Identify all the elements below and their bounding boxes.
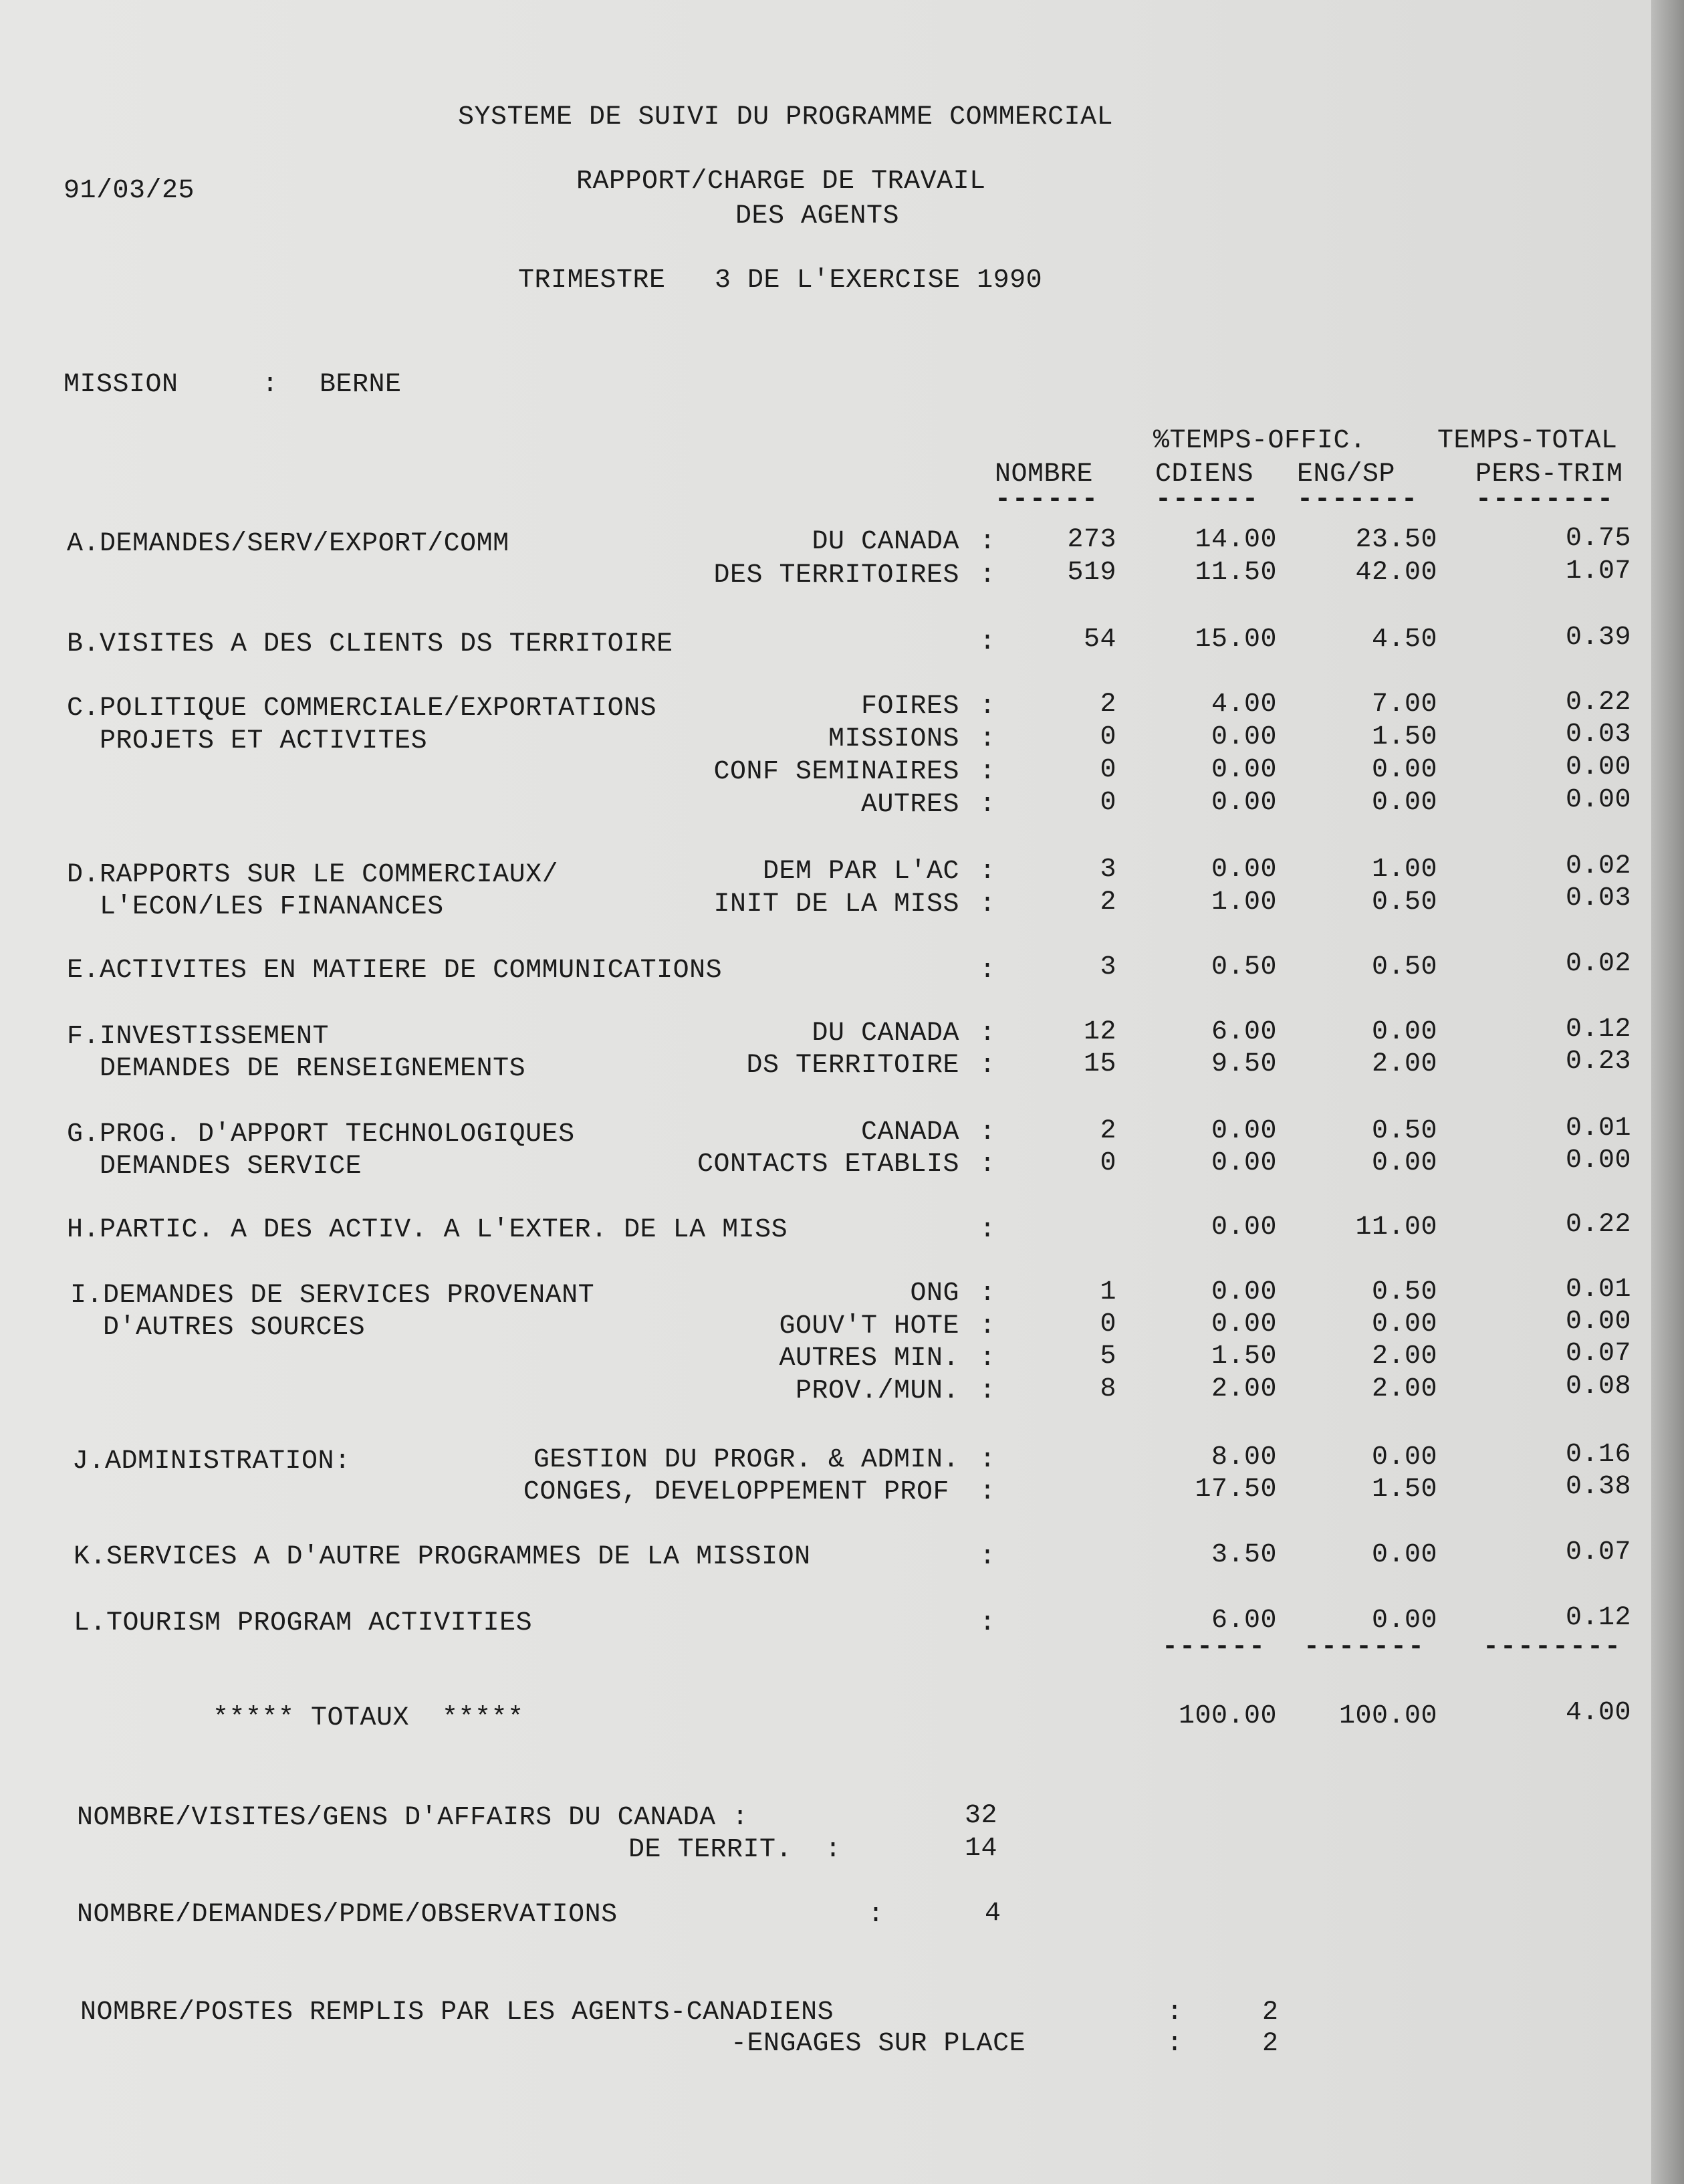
cell-engsp: 0.50 [1371, 887, 1437, 917]
cell-pers-trim: 0.01 [1565, 1275, 1631, 1305]
row-colon: : [979, 1542, 996, 1572]
cell-nombre: 1 [1100, 1277, 1116, 1307]
row-sub-label: CONGES, DEVELOPPEMENT PROF [523, 1477, 949, 1507]
cell-nombre: 12 [1083, 1017, 1116, 1047]
row-sub-label: GOUV'T HOTE [779, 1311, 959, 1341]
cell-pers-trim: 0.16 [1565, 1440, 1631, 1470]
totals-rule-perstrim: -------- [1483, 1632, 1622, 1662]
row-sub-label: DS TERRITOIRE [746, 1051, 959, 1081]
row-colon: : [979, 1311, 996, 1341]
cell-nombre: 3 [1100, 952, 1116, 982]
cell-pers-trim: 0.01 [1565, 1113, 1631, 1143]
cell-nombre: 0 [1100, 788, 1116, 818]
row-sub-label: FOIRES [860, 691, 959, 722]
cell-cdiens: 15.00 [1195, 625, 1277, 655]
cell-cdiens: 0.00 [1211, 788, 1277, 818]
row-label: DEMANDES DE RENSEIGNEMENTS [67, 1054, 526, 1084]
mission-value: BERNE [320, 370, 402, 400]
row-colon: : [979, 857, 996, 887]
row-label: L'ECON/LES FINANANCES [67, 892, 444, 922]
cell-pers-trim: 0.02 [1565, 949, 1631, 979]
cell-pers-trim: 0.12 [1565, 1603, 1631, 1633]
row-label: J.ADMINISTRATION: [72, 1446, 351, 1477]
mission-colon: : [262, 370, 279, 400]
cell-cdiens: 17.50 [1195, 1475, 1277, 1505]
demandes-value: 4 [985, 1898, 1001, 1929]
row-colon: : [979, 527, 996, 557]
cell-cdiens: 0.00 [1211, 1116, 1277, 1146]
row-colon: : [979, 1608, 996, 1638]
cell-cdiens: 0.50 [1211, 952, 1277, 982]
cell-engsp: 0.00 [1371, 1540, 1437, 1570]
row-label: E.ACTIVITES EN MATIERE DE COMMUNICATIONS [67, 956, 723, 986]
row-sub-label: MISSIONS [828, 724, 959, 754]
row-label: L.TOURISM PROGRAM ACTIVITIES [74, 1608, 533, 1638]
cell-pers-trim: 0.03 [1565, 720, 1631, 750]
row-sub-label: AUTRES [860, 790, 959, 820]
row-colon: : [979, 1150, 996, 1180]
row-sub-label: CANADA [860, 1117, 959, 1148]
row-sub-label: DEM PAR L'AC [762, 857, 959, 887]
row-colon: : [979, 1477, 996, 1507]
cell-engsp: 0.00 [1371, 1148, 1437, 1178]
cell-engsp: 7.00 [1371, 689, 1437, 720]
row-colon: : [979, 889, 996, 919]
rule-nombre: ------ [995, 485, 1100, 515]
cell-cdiens: 9.50 [1211, 1049, 1277, 1079]
row-sub-label: PROV./MUN. [795, 1376, 959, 1406]
postes-canadiens-value: 2 [1262, 1997, 1279, 2028]
row-label: G.PROG. D'APPORT TECHNOLOGIQUES [67, 1119, 575, 1150]
column-header-nombre: NOMBRE [995, 459, 1094, 489]
cell-cdiens: 1.50 [1211, 1341, 1277, 1372]
cell-cdiens: 11.50 [1195, 558, 1277, 588]
cell-pers-trim: 0.39 [1565, 623, 1631, 653]
cell-cdiens: 3.50 [1211, 1540, 1277, 1570]
row-sub-label: CONF SEMINAIRES [713, 757, 959, 787]
column-header-cdiens: CDIENS [1155, 459, 1254, 489]
cell-nombre: 54 [1083, 625, 1116, 655]
row-colon: : [979, 1117, 996, 1148]
cell-engsp: 2.00 [1371, 1049, 1437, 1079]
row-colon: : [979, 691, 996, 722]
cell-nombre: 2 [1100, 689, 1116, 720]
row-label: H.PARTIC. A DES ACTIV. A L'EXTER. DE LA MISS [67, 1215, 788, 1245]
cell-pers-trim: 0.07 [1565, 1537, 1631, 1567]
cell-cdiens: 6.00 [1211, 1606, 1277, 1636]
cell-engsp: 1.00 [1371, 855, 1437, 885]
report-date: 91/03/25 [64, 176, 195, 206]
cell-engsp: 0.00 [1371, 1017, 1437, 1047]
row-colon: : [979, 627, 996, 657]
cell-nombre: 0 [1100, 1309, 1116, 1339]
row-colon: : [979, 1215, 996, 1245]
row-colon: : [979, 1279, 996, 1309]
cell-engsp: 0.00 [1371, 1606, 1437, 1636]
row-sub-label: DES TERRITOIRES [713, 560, 959, 590]
cell-engsp: 0.00 [1371, 788, 1437, 818]
visites-label: NOMBRE/VISITES/GENS D'AFFAIRS DU CANADA : [77, 1803, 749, 1833]
cell-nombre: 0 [1100, 1148, 1116, 1178]
cell-nombre: 0 [1100, 722, 1116, 752]
postes-label: NOMBRE/POSTES REMPLIS PAR LES AGENTS-CANADIENS [80, 1997, 834, 2028]
cell-pers-trim: 0.08 [1565, 1372, 1631, 1402]
row-colon: : [979, 1376, 996, 1406]
row-label: DEMANDES SERVICE [67, 1152, 362, 1182]
visites-canada-value: 32 [965, 1801, 998, 1831]
row-label: F.INVESTISSEMENT [67, 1022, 330, 1052]
cell-engsp: 0.00 [1371, 755, 1437, 785]
column-header-perstrim: PERS-TRIM [1475, 459, 1623, 489]
cell-engsp: 0.50 [1371, 1116, 1437, 1146]
cell-pers-trim: 0.00 [1565, 752, 1631, 782]
cell-nombre: 8 [1100, 1374, 1116, 1404]
cell-engsp: 2.00 [1371, 1374, 1437, 1404]
page-edge-shadow [1651, 0, 1684, 2184]
cell-nombre: 3 [1100, 855, 1116, 885]
row-label: I.DEMANDES DE SERVICES PROVENANT [70, 1281, 595, 1311]
row-label: D.RAPPORTS SUR LE COMMERCIAUX/ [67, 860, 559, 890]
row-label: K.SERVICES A D'AUTRE PROGRAMMES DE LA MISSION [74, 1542, 811, 1572]
cell-pers-trim: 0.75 [1565, 524, 1631, 554]
report-title: SYSTEME DE SUIVI DU PROGRAMME COMMERCIAL [458, 102, 1114, 132]
cell-engsp: 23.50 [1355, 525, 1437, 555]
cell-engsp: 0.50 [1371, 952, 1437, 982]
cell-pers-trim: 0.12 [1565, 1014, 1631, 1045]
row-sub-label: INIT DE LA MISS [713, 889, 959, 919]
cell-pers-trim: 0.03 [1565, 883, 1631, 913]
row-label: C.POLITIQUE COMMERCIALE/EXPORTATIONS [67, 693, 657, 724]
row-sub-label: DU CANADA [812, 1018, 959, 1049]
cell-cdiens: 0.00 [1211, 1212, 1277, 1242]
cell-cdiens: 8.00 [1211, 1442, 1277, 1472]
mission-label: MISSION [64, 370, 178, 400]
cell-nombre: 15 [1083, 1049, 1116, 1079]
row-colon: : [979, 1051, 996, 1081]
cell-engsp: 2.00 [1371, 1341, 1437, 1372]
postes-colon-place: : [1167, 2029, 1183, 2059]
cell-engsp: 0.50 [1371, 1277, 1437, 1307]
row-colon: : [979, 1018, 996, 1049]
report-subtitle-line1: RAPPORT/CHARGE DE TRAVAIL [576, 167, 986, 197]
cell-cdiens: 0.00 [1211, 1277, 1277, 1307]
cell-nombre: 273 [1067, 525, 1116, 555]
rule-cdiens: ------ [1155, 485, 1260, 515]
row-label: B.VISITES A DES CLIENTS DS TERRITOIRE [67, 629, 673, 659]
visites-territ-label: DE TERRIT. : [628, 1835, 842, 1865]
column-group-temps-total: TEMPS-TOTAL [1437, 426, 1618, 456]
totals-label: ***** TOTAUX ***** [213, 1703, 524, 1733]
cell-pers-trim: 0.07 [1565, 1339, 1631, 1369]
report-subtitle-line2: DES AGENTS [735, 201, 900, 231]
cell-pers-trim: 1.07 [1565, 556, 1631, 586]
cell-pers-trim: 0.02 [1565, 851, 1631, 881]
row-sub-label: GESTION DU PROGR. & ADMIN. [533, 1445, 959, 1475]
row-colon: : [979, 560, 996, 590]
cell-pers-trim: 0.00 [1565, 1145, 1631, 1176]
postes-place-value: 2 [1262, 2029, 1279, 2059]
cell-pers-trim: 0.23 [1565, 1047, 1631, 1077]
totals-rule-engsp: ------- [1304, 1632, 1426, 1662]
cell-pers-trim: 0.00 [1565, 1307, 1631, 1337]
postes-colon-canadiens: : [1167, 1997, 1183, 2028]
cell-nombre: 0 [1100, 755, 1116, 785]
totals-rule-cdiens: ------ [1162, 1632, 1267, 1662]
row-colon: : [979, 724, 996, 754]
cell-engsp: 4.50 [1371, 625, 1437, 655]
row-label: D'AUTRES SOURCES [70, 1313, 366, 1343]
column-group-pct-temps: %TEMPS-OFFIC. [1153, 426, 1366, 456]
row-colon: : [979, 956, 996, 986]
row-sub-label: DU CANADA [812, 527, 959, 557]
cell-cdiens: 14.00 [1195, 525, 1277, 555]
row-sub-label: AUTRES MIN. [779, 1343, 959, 1374]
column-header-engsp: ENG/SP [1297, 459, 1396, 489]
cell-engsp: 11.00 [1355, 1212, 1437, 1242]
cell-cdiens: 6.00 [1211, 1017, 1277, 1047]
totals-cdiens: 100.00 [1178, 1701, 1277, 1731]
rule-engsp: ------- [1297, 485, 1419, 515]
demandes-colon: : [868, 1900, 884, 1930]
cell-cdiens: 0.00 [1211, 722, 1277, 752]
cell-pers-trim: 0.22 [1565, 687, 1631, 718]
row-colon: : [979, 1343, 996, 1374]
cell-engsp: 42.00 [1355, 558, 1437, 588]
cell-cdiens: 0.00 [1211, 855, 1277, 885]
row-colon: : [979, 757, 996, 787]
report-quarter: TRIMESTRE 3 DE L'EXERCISE 1990 [518, 265, 1043, 296]
rule-perstrim: -------- [1475, 485, 1615, 515]
cell-nombre: 2 [1100, 1116, 1116, 1146]
postes-place-label: -ENGAGES SUR PLACE [731, 2029, 1026, 2059]
row-colon: : [979, 790, 996, 820]
totals-engsp: 100.00 [1338, 1701, 1437, 1731]
row-sub-label: ONG [910, 1279, 959, 1309]
row-colon: : [979, 1445, 996, 1475]
cell-cdiens: 0.00 [1211, 755, 1277, 785]
cell-cdiens: 4.00 [1211, 689, 1277, 720]
row-label: A.DEMANDES/SERV/EXPORT/COMM [67, 529, 509, 559]
cell-engsp: 1.50 [1371, 722, 1437, 752]
cell-pers-trim: 0.38 [1565, 1472, 1631, 1502]
cell-cdiens: 2.00 [1211, 1374, 1277, 1404]
row-label: PROJETS ET ACTIVITES [67, 726, 428, 756]
cell-nombre: 2 [1100, 887, 1116, 917]
cell-cdiens: 0.00 [1211, 1309, 1277, 1339]
totals-pers-trim: 4.00 [1565, 1698, 1631, 1728]
cell-cdiens: 0.00 [1211, 1148, 1277, 1178]
cell-engsp: 0.00 [1371, 1442, 1437, 1472]
cell-pers-trim: 0.22 [1565, 1210, 1631, 1240]
visites-territ-value: 14 [965, 1834, 998, 1864]
cell-nombre: 5 [1100, 1341, 1116, 1372]
cell-cdiens: 1.00 [1211, 887, 1277, 917]
demandes-label: NOMBRE/DEMANDES/PDME/OBSERVATIONS [77, 1900, 618, 1930]
row-sub-label: CONTACTS ETABLIS [697, 1150, 959, 1180]
cell-pers-trim: 0.00 [1565, 785, 1631, 815]
cell-nombre: 519 [1067, 558, 1116, 588]
cell-engsp: 0.00 [1371, 1309, 1437, 1339]
cell-engsp: 1.50 [1371, 1475, 1437, 1505]
